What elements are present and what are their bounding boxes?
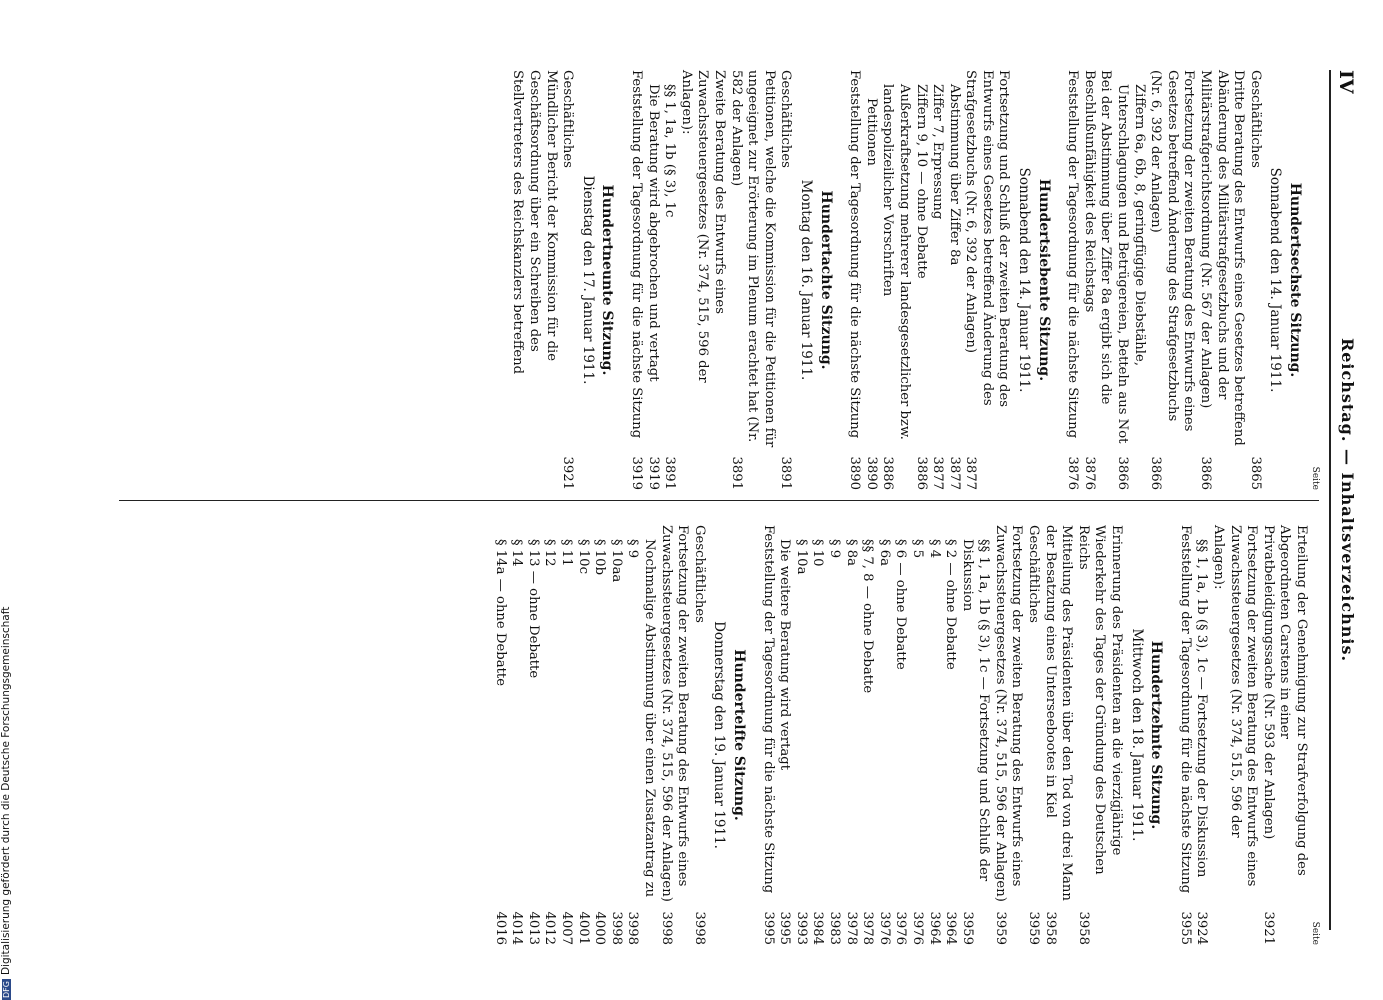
toc-entry-page: 4014 [509,911,525,945]
toc-entry-page: 4001 [575,911,591,945]
toc-entry [627,70,644,490]
toc-entry [1196,70,1246,490]
toc-entry [541,525,558,945]
toc-entry-text: Geschäftliches [778,70,794,168]
toc-entry-page: 3891 [662,456,678,490]
toc-entry [1176,525,1193,945]
toc-entry [524,525,541,945]
toc-entry-page: 3876 [1081,456,1097,490]
left-column [503,70,1321,490]
toc-entry [1193,525,1210,945]
toc-entry [929,70,946,490]
session-title: Hundertneunte Sitzung. [599,184,616,376]
toc-entry-page: 3998 [691,911,707,945]
toc-entry-text: Feststellung der Tagesordnung für die nächste Sitzung [1065,70,1081,439]
toc-entry-page: 3877 [930,456,946,490]
seite-label: Seite [1310,466,1320,490]
side-note-text: Digitalisierung gefördert durch die Deutsche Forschungsgemeinschaft [0,606,12,976]
page-title: Reichstag. — Inhaltsverzeichnis. [1338,337,1357,663]
toc-entry-page: 3890 [847,456,863,490]
toc-entry-page: 3959 [959,911,975,945]
toc-entry [509,70,559,490]
toc-entry-page: 3919 [629,456,645,490]
toc-entry [859,525,876,945]
toc-entry [690,525,707,945]
toc-entry [607,525,624,945]
toc-entry [945,70,962,490]
toc-entry-page: 3877 [946,456,962,490]
toc-entry [591,525,608,945]
toc-entry-text: § 5 [909,539,925,559]
toc-entry-text: § 2 — ohne Debatte [943,539,959,670]
toc-entry-text: Ziffern 9, 10 — ohne Debatte [913,84,929,279]
toc-entry-text: Fortsetzung der zweiten Beratung des Entwurfs eines Gesetzes betreffend Änderung des Strafgesetzbuchs (Nr. 6, 392 der Anlagen) [1148,70,1197,432]
toc-entry-text: Mitteilung des Präsidenten über den Tod von drei Mann der Besatzung eines Unterseebootes in Kiel [1042,525,1075,901]
toc-entry-page: 4012 [542,911,558,945]
toc-entry-text: Feststellung der Tagesordnung für die nächste Sitzung [760,525,776,894]
toc-entry [892,525,909,945]
session-date: Mittwoch den 18. Januar 1911. [1128,628,1145,842]
toc-entry [727,70,777,490]
toc-entry [644,70,661,490]
session-date: Sonnabend den 14. Januar 1911. [1016,167,1033,393]
toc-entry-page: 3955 [1177,911,1193,945]
toc-entry [846,70,863,490]
toc-entry-text: § 9 [826,539,842,559]
toc-entry-text: § 8a [843,539,859,567]
toc-entry-page: 4013 [525,911,541,945]
session-date: Donnerstag den 19. Januar 1911. [711,621,728,849]
toc-entry [792,525,809,945]
toc-entry [875,525,892,945]
toc-entry-text: Fortsetzung der zweiten Beratung des Entwurfs eines Zuwachssteuergesetzes (Nr. 374, 515, 596 der Anlagen): [1211,525,1260,887]
toc-entry-text: § 10 [810,539,826,567]
session-date: Montag den 16. Januar 1911. [797,179,814,381]
toc-entry-text: Mündlicher Bericht der Kommission für die Geschäftsordnung über ein Schreiben des Stellvertreters des Reichskanzlers betreffend [510,70,559,375]
toc-entry-page: 3866 [1198,456,1214,490]
toc-entry [1074,525,1124,945]
toc-entry-page: 3921 [560,456,576,490]
toc-entry [862,70,879,490]
session-title: Hundertsiebente Sitzung. [1035,178,1052,382]
toc-entry [661,70,678,490]
toc-entry-text: Zweite Beratung des Entwurfs eines Zuwachssteuergesetzes (Nr. 374, 515, 596 der Anlagen): [678,70,727,383]
column-divider [119,500,1319,501]
toc-entry-text: Feststellung der Tagesordnung für die nächste Sitzung [847,70,863,439]
session-date: Dienstag den 17. Januar 1911. [579,175,596,385]
toc-entry-page: 3890 [863,456,879,490]
toc-entry-text: Feststellung der Tagesordnung für die nächste Sitzung [629,70,645,439]
toc-entry-page: 3998 [658,911,674,945]
toc-entry [991,525,1024,945]
toc-entry-page: 3978 [843,911,859,945]
toc-entry-page: 3998 [608,911,624,945]
toc-entry-text: §§ 7, 8 — ohne Debatte [860,539,876,694]
toc-entry [776,525,793,945]
toc-entry-page: 3866 [1115,456,1131,490]
toc-entry-page: 4016 [492,911,508,945]
toc-entry-text: Geschäftliches [560,70,576,168]
toc-entry-text: Fortsetzung der zweiten Beratung des Entwurfs eines Zuwachssteuergesetzes (Nr. 374, 515, 596 der Anlagen) [992,525,1025,902]
toc-entry [657,525,690,945]
toc-entry [842,525,859,945]
toc-entry-text: § 10c [575,539,591,574]
toc-entry-text: Nochmalige Abstimmung über einen Zusatzantrag zu § 9 [625,539,658,898]
toc-entry-text: Ziffern 6a, 6b, 8, geringfügige Diebstähle, Unterschlagungen und Betrügereien, Betteln aus Not [1115,84,1147,444]
toc-entry [879,70,912,490]
toc-entry-page: 3876 [1065,456,1081,490]
toc-entry-text: Petitionen [863,98,879,166]
toc-entry-text: §§ 1, 1a, 1b (§ 3), 1c [662,84,678,218]
toc-entry-page: 3958 [1042,911,1058,945]
toc-entry-text: Petitionen, welche die Kommission für die Petitionen für ungeeignet zur Erörterung im Plenum erachtet hat (Nr. 582 der Anlagen) [728,70,777,448]
session-title: Hundertelfte Sitzung. [731,649,747,821]
toc-entry [777,70,794,490]
toc-entry-page: 3877 [963,456,979,490]
toc-entry [759,525,776,945]
toc-entry [962,70,1012,490]
toc-entry [908,525,925,945]
dfg-logo-icon: DFG [2,981,11,998]
toc-entry-text: Geschäftliches [1026,525,1042,623]
toc-entry [574,525,591,945]
toc-entry-page: 3964 [926,911,942,945]
toc-entry-page: 3865 [1247,456,1263,490]
toc-entry-page: 3958 [1075,911,1091,945]
toc-entry-text: § 6a [876,539,892,567]
toc-entry [624,525,657,945]
toc-entry-page: 3886 [913,456,929,490]
toc-entry [677,70,727,490]
toc-entry-text: Geschäftliches [691,525,707,623]
toc-entry-text: Fortsetzung der zweiten Beratung des Entwurfs eines Zuwachssteuergesetzes (Nr. 374, 515, 596 der Anlagen) [658,525,691,902]
toc-entry-page: 3995 [760,911,776,945]
toc-entry-text: § 10b [592,539,608,576]
toc-entry-page: 3984 [810,911,826,945]
toc-entry [942,525,959,945]
toc-entry [1064,70,1081,490]
toc-entry-text: § 12 [542,539,558,567]
toc-entry-page: 3983 [826,911,842,945]
session-title: Hundertzehnte Sitzung. [1148,640,1165,830]
toc-entry [559,70,576,490]
toc-entry-text: § 10aa [608,539,624,583]
toc-entry-text: Fortsetzung und Schluß der zweiten Beratung des Entwurfs eines Gesetzes betreffend Änderung des Strafgesetzbuchs (Nr. 6, 392 der Anlagen) [963,70,1012,408]
toc-entry-text: §§ 1, 1a, 1b (§ 3), 1c — Fortsetzung und Schluß der Diskussion [959,539,992,882]
toc-entry-text: Ziffer 7, Erpressung [930,84,946,220]
toc-entry [809,525,826,945]
seite-label: Seite [1310,921,1320,945]
toc-entry [958,525,991,945]
toc-entry [508,525,525,945]
toc-entry-text: Abstimmung über Ziffer 8a [946,84,962,266]
toc-entry-text: Erinnerung des Präsidenten an die vierzigjährige Wiederkehr des Tages der Gründung des Deutschen Reichs [1075,525,1125,875]
toc-entry-text: § 14 [509,539,525,567]
toc-entry-text: § 6 — ohne Debatte [893,539,909,670]
toc-entry-page: 3993 [793,911,809,945]
toc-entry [1113,70,1146,490]
page-number: IV [1335,70,1357,94]
toc-entry-text: Die weitere Beratung wird vertagt [777,539,793,770]
toc-entry-text: Die Beratung wird abgebrochen und vertagt [645,84,661,382]
toc-entry-page: 3995 [777,911,793,945]
toc-entry-page: 3959 [992,911,1008,945]
session-title: Hundertsechste Sitzung. [1287,182,1303,378]
toc-entry-page: 3866 [1148,456,1164,490]
toc-entry-text: § 13 — ohne Debatte [525,539,541,679]
toc-entry [1080,70,1113,490]
toc-entry [1259,525,1309,945]
toc-entry-page: 3919 [645,456,661,490]
toc-entry-text: Bei der Abstimmung über Ziffer 8a ergibt sich die Beschlußunfähigkeit des Reichstags [1081,70,1114,405]
toc-entry [925,525,942,945]
toc-entry-text: § 4 [926,539,942,559]
right-column [485,525,1321,945]
toc-entry [1041,525,1074,945]
toc-entry-page: 3998 [625,911,641,945]
toc-entry [1246,70,1263,490]
toc-entry-page: 3886 [880,456,896,490]
side-note [0,10,18,1000]
toc-entry-text: Dritte Beratung des Entwurfs eines Gesetzes betreffend Abänderung des Militärstrafgesetzbuchs und der Militärstrafgerichtsordnung (Nr. 567 der Anlagen) [1198,70,1247,446]
toc-entry [912,70,929,490]
toc-entry-page: 3978 [860,911,876,945]
toc-entry-text: Erteilung der Genehmigung zur Strafverfolgung des Abgeordneten Carstens in einer Privatbeleidigungssache (Nr. 593 der Anlagen) [1260,525,1309,876]
toc-entry [825,525,842,945]
toc-entry-text: Außerkraftsetzung mehrerer landesgesetzlicher bzw. landespolizeilicher Vorschriften [880,84,912,440]
toc-entry [491,525,508,945]
toc-entry [1209,525,1259,945]
toc-entry-page: 3976 [876,911,892,945]
toc-entry-page: 3976 [909,911,925,945]
toc-entry [1147,70,1197,490]
session-title: Hundertachte Sitzung. [817,190,834,370]
toc-entry-text: § 10a [793,539,809,575]
toc-entry-page: 3976 [893,911,909,945]
toc-entry-page: 3964 [943,911,959,945]
toc-entry-text: § 14a — ohne Debatte [492,539,508,687]
toc-entry-text: § 11 [559,539,575,567]
toc-entry-text: Feststellung der Tagesordnung für die nächste Sitzung [1177,525,1193,894]
toc-entry-page: 3959 [1026,911,1042,945]
header-rule [1329,70,1331,930]
toc-entry-page: 3921 [1260,911,1276,945]
toc-entry-text: Geschäftliches [1247,70,1263,168]
toc-entry-page: 3924 [1194,911,1210,945]
toc-entry-page: 4000 [592,911,608,945]
toc-entry-text: §§ 1, 1a, 1b (§ 3), 1c — Fortsetzung der Diskussion [1194,539,1210,878]
toc-entry-page: 3891 [728,456,744,490]
session-date: Sonnabend den 14. Januar 1911. [1267,167,1284,393]
toc-entry-page: 3891 [778,456,794,490]
toc-entry-page: 4007 [559,911,575,945]
toc-entry [557,525,574,945]
toc-entry [1025,525,1042,945]
